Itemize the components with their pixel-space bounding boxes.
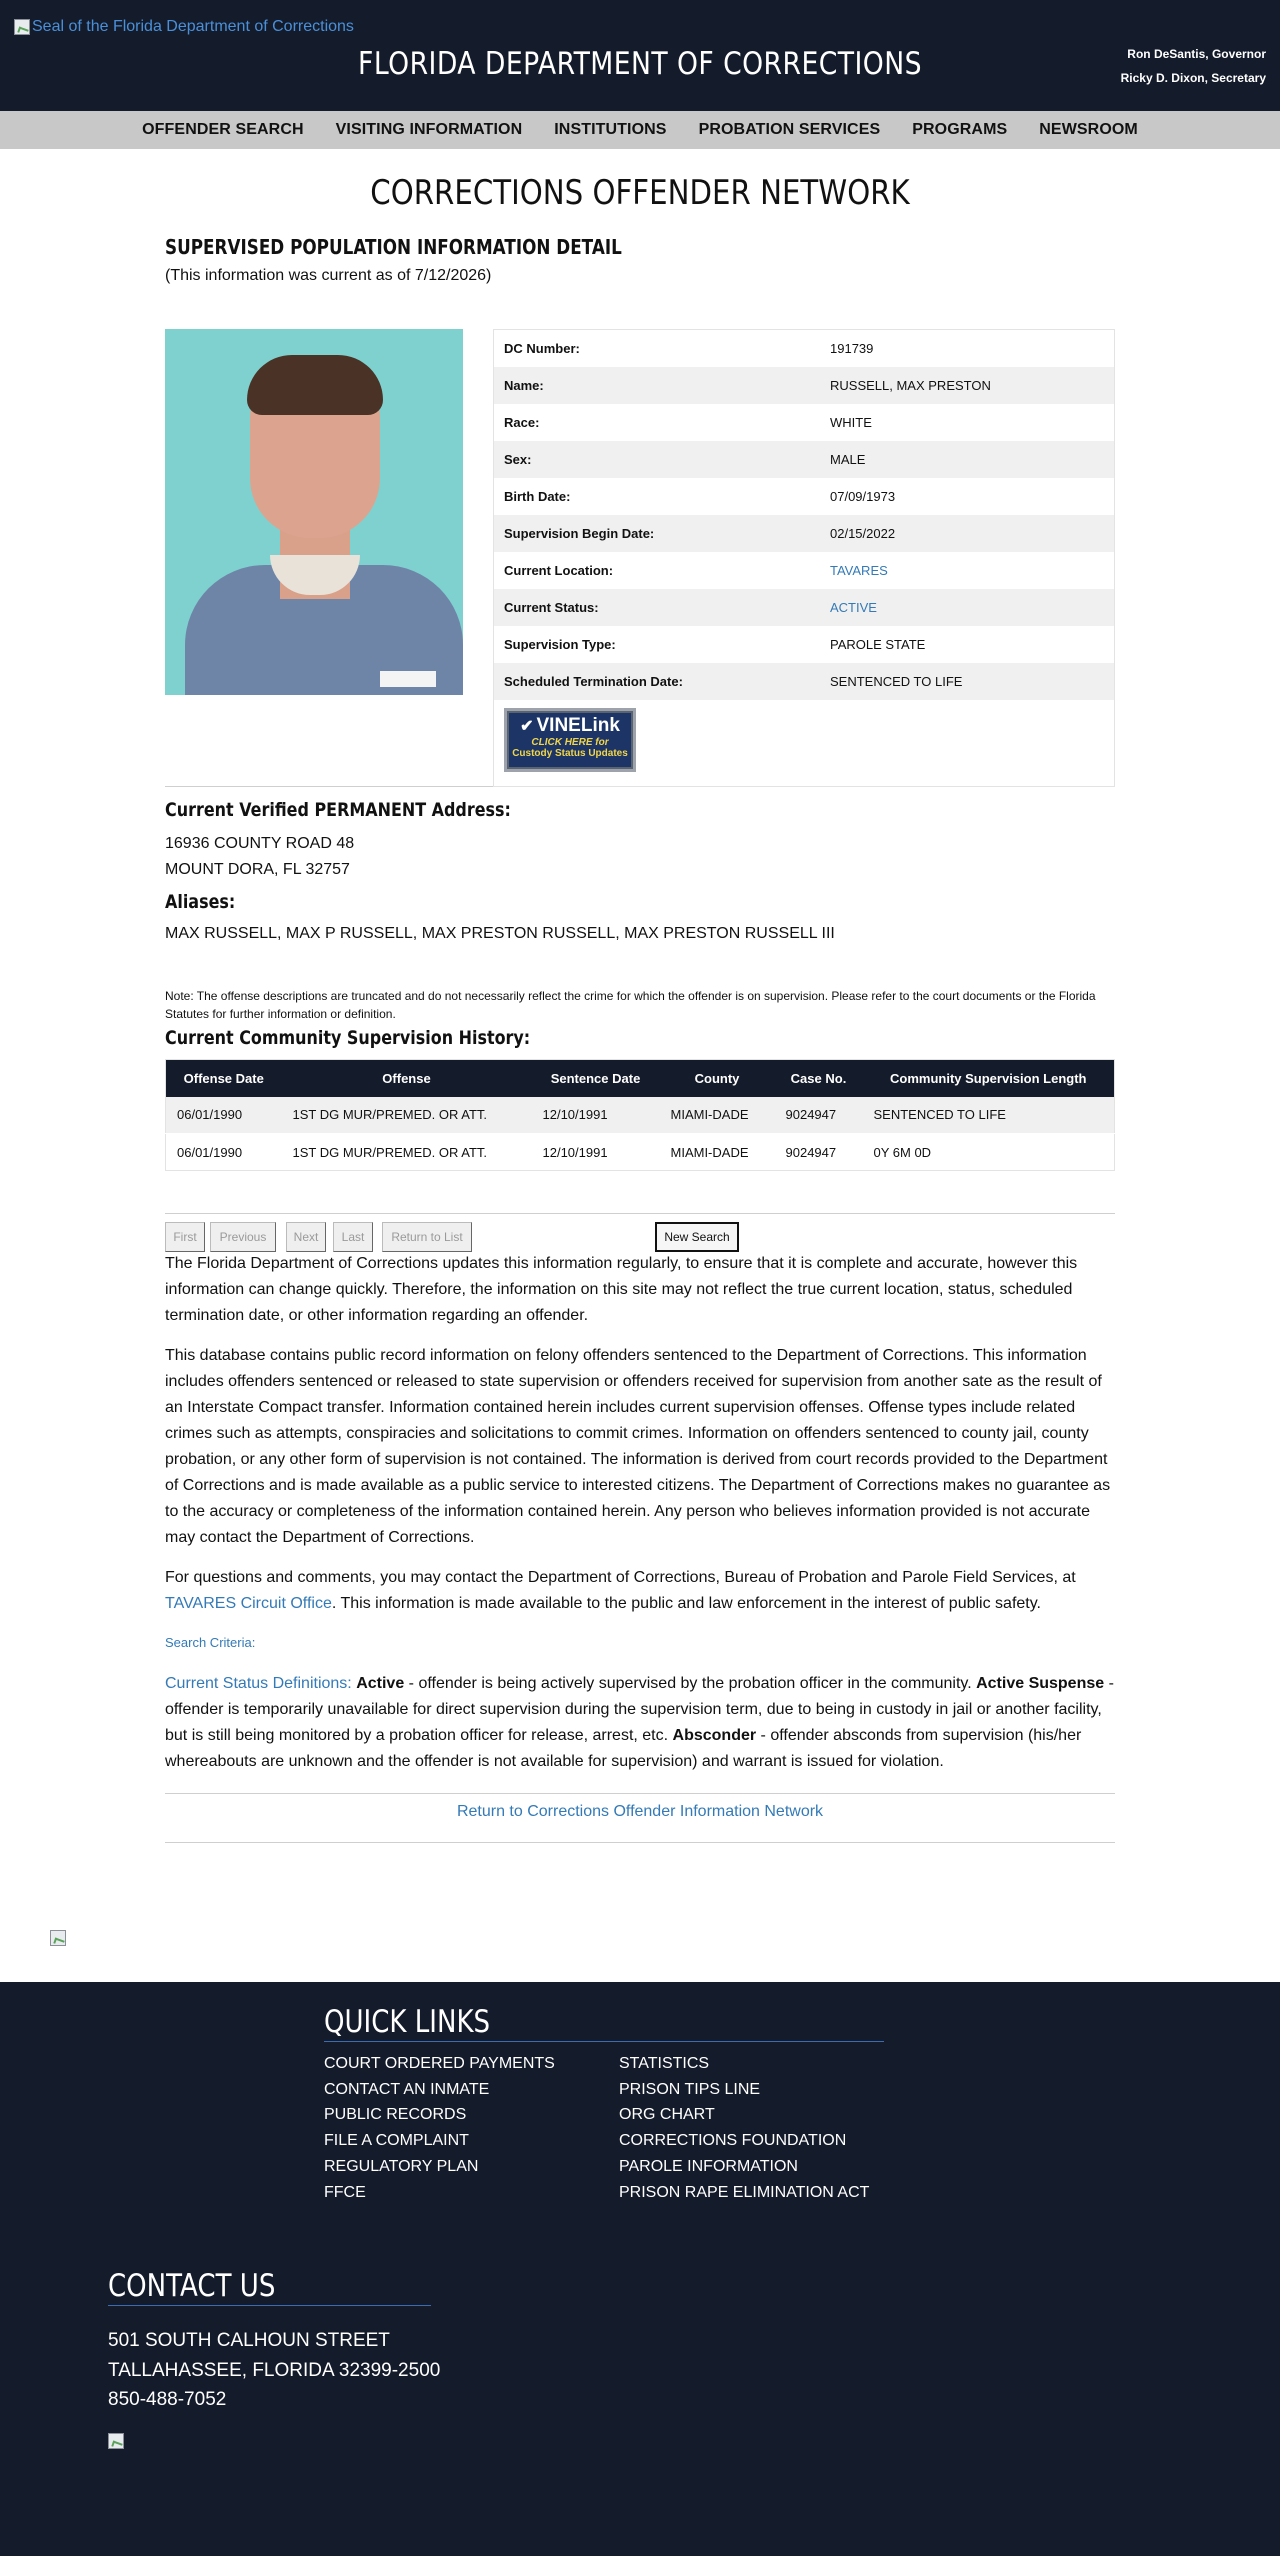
cell-county: MIAMI-DADE — [660, 1097, 775, 1134]
contact-us-details — [108, 2326, 440, 2415]
aliases-list: MAX RUSSELL, MAX P RUSSELL, MAX PRESTON RUSSELL, MAX PRESTON RUSSELL III — [165, 925, 835, 942]
info-label: Sex: — [504, 452, 532, 467]
site-header — [0, 0, 1280, 111]
quick-link-contact-inmate[interactable]: CONTACT AN INMATE — [324, 2080, 490, 2098]
return-to-network-link[interactable]: Return to Corrections Offender Information Network — [456, 1803, 824, 1820]
seal-image-link[interactable] — [14, 18, 354, 36]
main-content — [165, 149, 1115, 1843]
info-label: Current Status: — [504, 600, 599, 615]
birth-date-value: 07/09/1973 — [830, 489, 896, 504]
info-label: Scheduled Termination Date: — [504, 674, 683, 689]
quick-links-column-2 — [619, 2051, 869, 2205]
cell-supervision-length: 0Y 6M 0D — [863, 1134, 1115, 1171]
col-offense-date: Offense Date — [166, 1060, 282, 1097]
quick-links-title: QUICK LINKS — [324, 2004, 491, 2040]
vinelink-logo-text: VINELink — [536, 715, 620, 736]
contact-phone: 850-488-7052 — [108, 2389, 227, 2410]
quick-link-file-complaint[interactable]: FILE A COMPLAINT — [324, 2132, 469, 2150]
cell-county: MIAMI-DADE — [660, 1134, 775, 1171]
nav-visiting-information[interactable]: VISITING INFORMATION — [335, 121, 523, 138]
dc-number-value: 191739 — [830, 341, 874, 356]
info-row-current-status — [494, 589, 1114, 626]
table-row — [166, 1134, 1115, 1171]
info-row-supervision-begin — [494, 515, 1114, 552]
broken-image-icon — [108, 2433, 124, 2449]
info-label: Race: — [504, 415, 540, 430]
current-status-link[interactable]: ACTIVE — [830, 600, 877, 615]
cell-case-no: 9024947 — [775, 1134, 863, 1171]
info-label: Name: — [504, 378, 544, 393]
active-text: - offender is being actively supervised by the probation officer in the community. — [404, 1675, 977, 1692]
name-value: RUSSELL, MAX PRESTON — [830, 378, 991, 393]
quick-link-corrections-foundation[interactable]: CORRECTIONS FOUNDATION — [619, 2132, 847, 2150]
active-label: Active — [356, 1675, 405, 1692]
next-button[interactable]: Next — [286, 1222, 326, 1252]
new-search-button[interactable]: New Search — [655, 1222, 739, 1252]
supervision-history-table — [165, 1059, 1115, 1171]
cell-offense-date: 06/01/1990 — [166, 1134, 282, 1171]
disclaimer-paragraph-1: The Florida Department of Corrections updates this information regularly, to ensure that it is complete and accurate, however this information can change quickly. Therefore, the information on this site may not reflect the true current location, status, scheduled termination date, or other information regarding an offender. — [165, 1255, 1078, 1324]
contact-street: 501 SOUTH CALHOUN STREET — [108, 2330, 390, 2351]
cell-offense-date: 06/01/1990 — [166, 1097, 282, 1134]
seal-alt-text: Seal of the Florida Department of Corrections — [32, 18, 354, 35]
contact-text-end: . This information is made available to the public and law enforcement in the interest of public safety. — [331, 1595, 1041, 1612]
address-title: Current Verified PERMANENT Address: — [165, 799, 511, 821]
absconder-label: Absconder — [672, 1727, 757, 1744]
note-section — [165, 987, 1115, 1049]
quick-link-prison-tips-line[interactable]: PRISON TIPS LINE — [619, 2080, 761, 2098]
current-location-link[interactable]: TAVARES — [830, 563, 888, 578]
cell-case-no: 9024947 — [775, 1097, 863, 1134]
officials — [1121, 42, 1266, 90]
aliases-title: Aliases: — [165, 891, 236, 913]
info-label: DC Number: — [504, 341, 580, 356]
quick-link-statistics[interactable]: STATISTICS — [619, 2055, 710, 2072]
quick-link-prea[interactable]: PRISON RAPE ELIMINATION ACT — [619, 2183, 870, 2201]
broken-image-icon — [50, 1930, 66, 1946]
secretary-name: Ricky D. Dixon, Secretary — [1120, 71, 1266, 85]
cell-sentence-date: 12/10/1991 — [532, 1097, 660, 1134]
active-suspense-text: - offender is temporarily unavailable for direct supervision during the supervision term, due to being in custody in jail or another facility, but is still being monitored by a probation officer for release, arrest, etc. — [165, 1675, 1114, 1744]
cell-offense: 1ST DG MUR/PREMED. OR ATT. — [282, 1097, 532, 1134]
previous-button[interactable]: Previous — [210, 1222, 276, 1252]
info-row-birth-date — [494, 478, 1114, 515]
page-heading: CORRECTIONS OFFENDER NETWORK — [370, 173, 910, 213]
quick-link-parole-information[interactable]: PAROLE INFORMATION — [619, 2157, 798, 2175]
table-header-row — [166, 1060, 1115, 1097]
quick-link-public-records[interactable]: PUBLIC RECORDS — [324, 2106, 467, 2124]
col-supervision-length: Community Supervision Length — [863, 1060, 1115, 1097]
address-line-1: 16936 COUNTY ROAD 48 — [165, 835, 355, 852]
offender-info-panel — [493, 329, 1115, 787]
vinelink-logo — [507, 715, 633, 737]
disclaimer-paragraph-2: This database contains public record information on felony offenders sentenced to the Department of Corrections. This information includes offenders sentenced or released to state supervision or offenders received for supervision from another sate as the result of an Interstate Compact transfer. Information contained herein includes current supervision offenses. Offense types include related crimes such as attempts, conspiracies and solicitations to commit crimes. Information on offenders sentenced to county jail, county probation, or any other form of supervision is not contained. The information is derived from court records provided to the Department of Corrections and is made available as a public service to interested citizens. The Department of Corrections makes no guarantee as to the accuracy or completeness of the information contained herein. Any person who believes information provided is not accurate may contact the Department of Corrections. — [165, 1347, 1111, 1546]
offender-detail — [165, 329, 1115, 787]
first-button[interactable]: First — [165, 1222, 205, 1252]
current-as-of: (This information was current as of 7/12/2026) — [165, 267, 492, 284]
info-row-supervision-type — [494, 626, 1114, 663]
cell-supervision-length: SENTENCED TO LIFE — [863, 1097, 1115, 1134]
status-definitions — [165, 1671, 1115, 1775]
active-suspense-label: Active Suspense — [976, 1675, 1105, 1692]
broken-image-icon — [14, 19, 30, 35]
sex-value: MALE — [830, 452, 866, 467]
vinelink-custody-text: Custody Status Updates — [512, 748, 628, 759]
quick-link-regulatory-plan[interactable]: REGULATORY PLAN — [324, 2157, 479, 2175]
cell-sentence-date: 12/10/1991 — [532, 1134, 660, 1171]
return-to-list-button[interactable]: Return to List — [382, 1222, 472, 1252]
offender-photo — [165, 329, 463, 695]
info-label: Birth Date: — [504, 489, 571, 504]
status-definitions-link[interactable]: Current Status Definitions: — [165, 1675, 352, 1692]
site-footer — [0, 1982, 1280, 2556]
info-row-dc-number — [494, 330, 1114, 367]
detail-subheading: SUPERVISED POPULATION INFORMATION DETAIL — [165, 235, 622, 259]
vine-check-icon: ✔ — [520, 718, 534, 735]
quick-link-org-chart[interactable]: ORG CHART — [619, 2106, 715, 2124]
search-criteria-label: Search Criteria: — [165, 1635, 256, 1650]
table-row — [166, 1097, 1115, 1134]
info-row-current-location — [494, 552, 1114, 589]
history-title: Current Community Supervision History: — [165, 1027, 531, 1049]
nav-newsroom[interactable]: NEWSROOM — [1039, 121, 1138, 138]
contact-city: TALLAHASSEE, FLORIDA 32399-2500 — [108, 2359, 441, 2381]
termination-date-value: SENTENCED TO LIFE — [830, 674, 963, 689]
divider — [165, 1842, 1115, 1843]
contact-text: For questions and comments, you may contact the Department of Corrections, Bureau of Probation and Parole Field Services, at — [165, 1569, 1076, 1586]
quick-link-ffce[interactable]: FFCE — [324, 2183, 366, 2201]
last-button[interactable]: Last — [333, 1222, 373, 1252]
info-label: Current Location: — [504, 563, 614, 578]
col-county: County — [660, 1060, 775, 1097]
col-case-no: Case No. — [775, 1060, 863, 1097]
divider — [165, 1213, 1115, 1214]
supervision-type-value: PAROLE STATE — [830, 637, 926, 652]
col-sentence-date: Sentence Date — [532, 1060, 660, 1097]
info-row-name — [494, 367, 1114, 404]
quick-links-column-1 — [324, 2051, 555, 2205]
site-title: FLORIDA DEPARTMENT OF CORRECTIONS — [358, 46, 922, 82]
info-row-termination-date — [494, 663, 1114, 700]
main-nav — [0, 111, 1280, 149]
quick-link-court-ordered-payments[interactable]: COURT ORDERED PAYMENTS — [324, 2055, 555, 2072]
contact-us-rule — [108, 2305, 431, 2306]
contact-us-title: CONTACT US — [108, 2268, 276, 2304]
pager — [165, 1218, 1115, 1252]
address-line-2: MOUNT DORA, FL 32757 — [165, 861, 350, 878]
aliases-section — [165, 885, 1115, 965]
cell-offense: 1ST DG MUR/PREMED. OR ATT. — [282, 1134, 532, 1171]
info-label: Supervision Type: — [504, 637, 616, 652]
vinelink-click-text: CLICK HERE for — [531, 737, 609, 748]
nav-programs[interactable]: PROGRAMS — [912, 121, 1008, 138]
offense-note: Note: The offense descriptions are truncated and do not necessarily reflect the crime for which the offender is on supervision. Please refer to the court documents or the Florida Statutes for further information or definition. — [165, 989, 1096, 1021]
supervision-begin-value: 02/15/2022 — [830, 526, 896, 541]
governor-name: Ron DeSantis, Governor — [1127, 47, 1266, 61]
col-offense: Offense — [282, 1060, 532, 1097]
nav-offender-search[interactable]: OFFENDER SEARCH — [142, 121, 304, 138]
race-value: WHITE — [830, 415, 872, 430]
disclaimer-paragraph-3 — [165, 1565, 1115, 1617]
absconder-text: - offender absconds from supervision (his/her whereabouts are unknown and the offender is not available for supervision) and warrant is issued for violation. — [165, 1727, 1082, 1770]
quick-links-rule — [324, 2041, 884, 2042]
circuit-office-link[interactable]: TAVARES Circuit Office — [165, 1595, 332, 1612]
vinelink-button[interactable] — [504, 708, 636, 772]
info-label: Supervision Begin Date: — [504, 526, 655, 541]
nav-probation-services[interactable]: PROBATION SERVICES — [698, 121, 881, 138]
info-row-race — [494, 404, 1114, 441]
footer-bottom-strip — [0, 2556, 1280, 2566]
return-link-row — [165, 1794, 1115, 1842]
nav-institutions[interactable]: INSTITUTIONS — [554, 121, 667, 138]
info-row-sex — [494, 441, 1114, 478]
address-section — [165, 791, 1115, 878]
